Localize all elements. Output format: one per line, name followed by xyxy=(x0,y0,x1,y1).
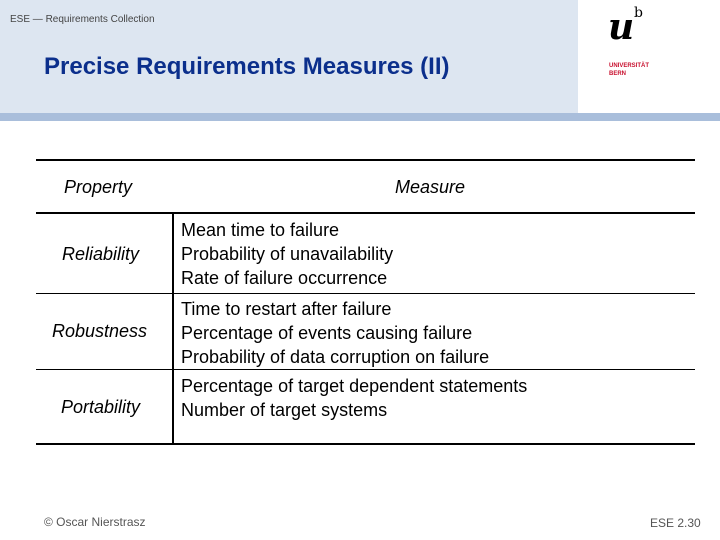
university-logo-b: b xyxy=(634,5,643,21)
property-cell: Reliability xyxy=(62,244,140,264)
table-bottom-rule xyxy=(36,443,695,445)
table-column-divider xyxy=(172,213,174,445)
course-label: ESE — Requirements Collection xyxy=(10,14,155,25)
footer-page-number: ESE 2.30 xyxy=(650,516,701,530)
header-stripe xyxy=(0,113,720,121)
measure-item: Number of target systems xyxy=(181,400,388,420)
logo-area xyxy=(578,0,720,113)
measure-item: Percentage of events causing failure xyxy=(181,323,473,343)
table-row-rule xyxy=(36,293,695,294)
table-row-rule xyxy=(36,369,695,370)
property-cell: Robustness xyxy=(52,321,148,341)
university-logo-u: u xyxy=(608,6,635,48)
measure-cell xyxy=(181,218,393,290)
footer-author: © Oscar Nierstrasz xyxy=(44,515,146,529)
measure-item: Time to restart after failure xyxy=(181,299,392,319)
logo-line: BERN xyxy=(609,71,627,77)
column-header-property: Property xyxy=(64,177,133,197)
measure-item: Percentage of target dependent statements xyxy=(181,376,528,396)
property-cell: Portability xyxy=(61,397,141,417)
column-header-measure: Measure xyxy=(395,177,466,197)
measure-item: Probability of unavailability xyxy=(181,244,394,264)
measure-item: Mean time to failure xyxy=(181,220,340,240)
measure-item: Probability of data corruption on failure xyxy=(181,347,490,367)
table-header-rule xyxy=(36,212,695,214)
university-logo-text xyxy=(609,62,669,78)
table-top-rule xyxy=(36,159,695,161)
slide-title: Precise Requirements Measures (II) xyxy=(44,53,450,80)
measure-item: Rate of failure occurrence xyxy=(181,268,388,288)
measure-cell xyxy=(181,297,489,369)
measure-cell xyxy=(181,374,527,422)
logo-line: UNIVERSITÄT xyxy=(609,63,650,69)
